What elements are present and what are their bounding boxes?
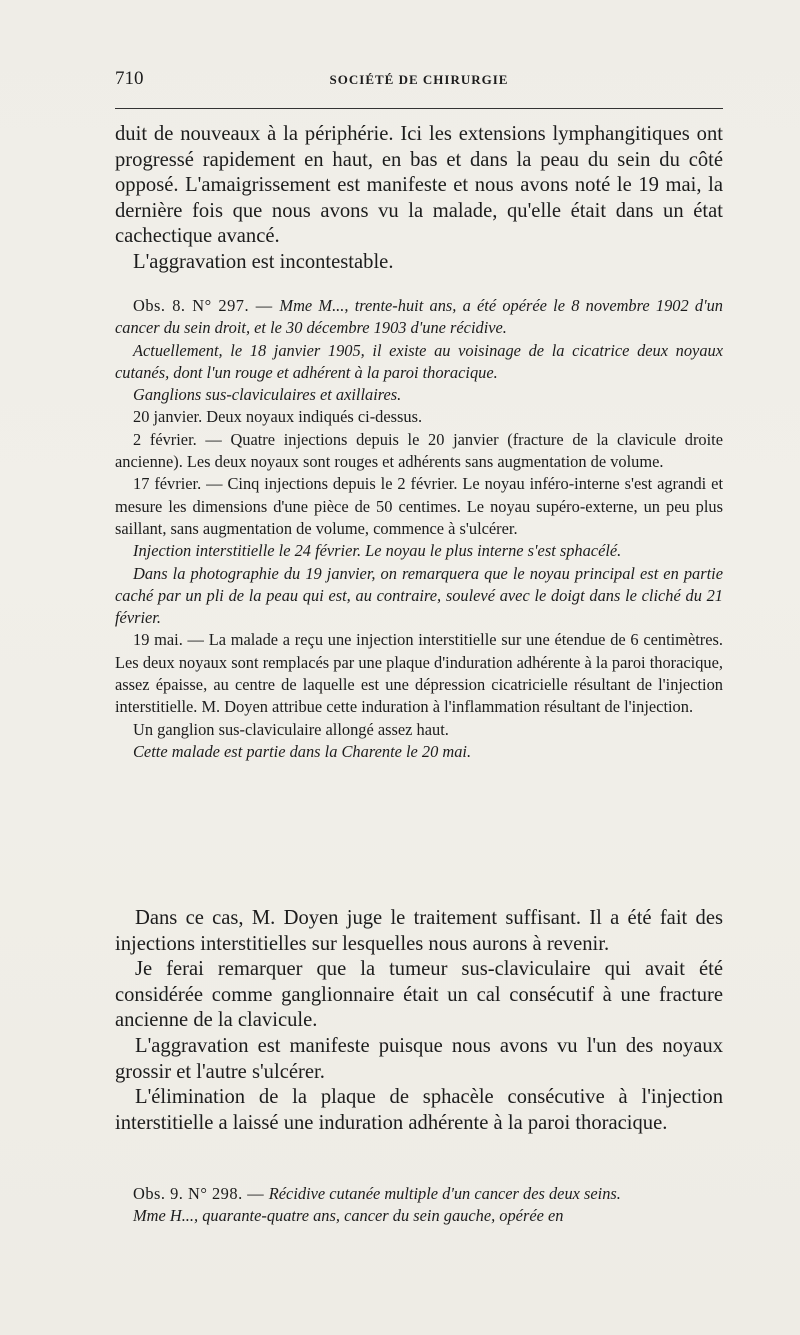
obs-paragraph: Un ganglion sus-claviculaire allongé assez haut.: [133, 719, 449, 739]
obs-paragraph: Mme H..., quarante-quatre ans, cancer du sein gauche, opérée en: [133, 1206, 564, 1226]
paragraph: Dans ce cas, M. Doyen juge le traitement suffisant. Il a été fait des injections interstitielles sur lesquelles nous aurons à revenir.: [115, 907, 723, 955]
paragraph: duit de nouveaux à la périphérie. Ici les extensions lymphangitiques ont progressé rapidement en haut, en bas et dans la peau du sein du côté opposé. L'amaigrissement est manifeste et nous avons noté le 19 mai, la dernière fois que nous avons vu la malade, qu'elle était dans un état cachectique avancé.: [115, 123, 723, 248]
obs-paragraph: Ganglions sus-claviculaires et axillaires.: [133, 385, 402, 405]
running-title: SOCIÉTÉ DE CHIRURGIE: [329, 72, 509, 87]
obs-label: Obs. 8. N° 297. —: [133, 296, 280, 315]
paragraph: L'aggravation est incontestable.: [133, 250, 394, 273]
paragraph: Je ferai remarquer que la tumeur sus-claviculaire qui avait été considérée comme ganglionnaire était un cal consécutif à une fracture ancienne de la clavicule.: [115, 958, 723, 1032]
paragraph: L'élimination de la plaque de sphacèle consécutive à l'injection interstitielle a laissé une induration adhérente à la paroi thoracique.: [115, 1086, 723, 1134]
obs-intro-italic: Mme M..., trente-huit ans, a été opérée le 8 novembre 1902 d'un cancer du sein droit, et le 30 décembre 1903 d'une récidive.: [115, 296, 723, 338]
page-header: [115, 68, 723, 98]
obs-paragraph: Dans la photographie du 19 janvier, on remarquera que le noyau principal est en partie caché par un pli de la peau qui est, au contraire, soulevé avec le doigt dans le cliché du 21 février.: [115, 563, 723, 628]
body-text-bottom: [115, 906, 723, 1136]
header-rule: [115, 108, 723, 109]
obs-label: Obs. 9. N° 298. —: [133, 1184, 269, 1203]
obs-title-italic: Récidive cutanée multiple d'un cancer des deux seins.: [268, 1184, 621, 1203]
obs-paragraph: Actuellement, le 18 janvier 1905, il existe au voisinage de la cicatrice deux noyaux cutanés, dont l'un rouge et adhérent à la paroi thoracique.: [115, 340, 723, 382]
body-text-top: [115, 122, 723, 276]
obs-8-intro: [115, 295, 723, 340]
obs-paragraph: 2 février. — Quatre injections depuis le 20 janvier (fracture de la clavicule droite ancienne). Les deux noyaux sont rouges et adhérents sans augmentation de volume.: [115, 429, 723, 472]
paragraph: L'aggravation est manifeste puisque nous avons vu l'un des noyaux grossir et l'autre s'ulcérer.: [115, 1034, 723, 1083]
obs-paragraph: Injection interstitielle le 24 février. Le noyau le plus interne s'est sphacélé.: [133, 541, 622, 561]
observation-8: [115, 295, 723, 763]
obs-paragraph: 17 février. — Cinq injections depuis le 2 février. Le noyau inféro-interne s'est agrandi et mesure les dimensions d'une pièce de 50 centimes. Le noyau supéro-externe, un peu plus saillant, sans augmentation de volume, commence à s'ulcérer.: [115, 474, 723, 538]
obs-paragraph: 19 mai. — La malade a reçu une injection interstitielle sur une étendue de 6 centimètres. Les deux noyaux sont remplacés par une plaque d'induration adhérente à la paroi thoracique, assez épaisse, au centre de laquelle est une dépression cicatricielle résultant de l'injection interstitielle. M. Doyen attribue cette induration à l'inflammation résultant de l'injection.: [115, 630, 723, 717]
obs-9-title: [115, 1183, 723, 1205]
page-number: 710: [115, 68, 144, 89]
obs-paragraph: 20 janvier. Deux noyaux indiqués ci-dessus.: [133, 407, 423, 427]
observation-9: [115, 1183, 723, 1228]
obs-paragraph: Cette malade est partie dans la Charente le 20 mai.: [133, 741, 472, 761]
